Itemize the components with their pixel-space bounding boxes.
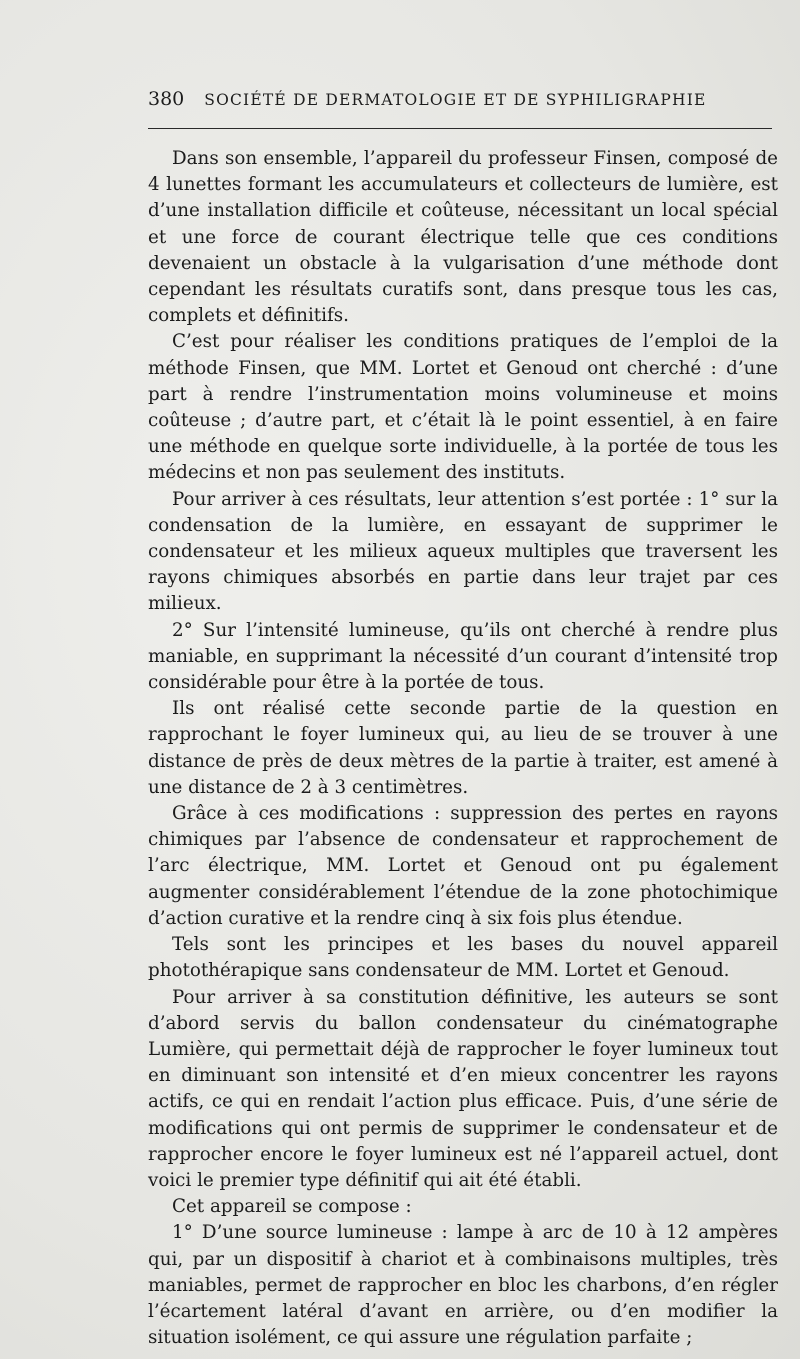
paragraph: Dans son ensemble, l’appareil du professeur Finsen, composé de 4 lunettes formant les accumulateurs et collecteurs de lumière, est d’une installation difficile et coûteuse, nécessitant un local spécial et une force de courant électrique telle que ces conditions devenaient un obstacle à la vulgarisation d’une méthode dont cependant les résultats curatifs sont, dans presque tous les cas, complets et définitifs. bbox=[148, 148, 778, 327]
paragraph: Tels sont les principes et les bases du nouvel appareil photothérapique sans condensateur de MM. Lortet et Genoud. bbox=[148, 934, 778, 982]
running-header bbox=[148, 88, 776, 110]
running-title: SOCIÉTÉ DE DERMATOLOGIE ET DE SYPHILIGRAPHIE bbox=[204, 91, 707, 109]
paragraph: Pour arriver à ces résultats, leur attention s’est portée : 1° sur la condensation de la lumière, en essayant de supprimer le condensateur et les milieux aqueux multiples que traversent les rayons chimiques absorbés en partie dans leur trajet par ces milieux. bbox=[148, 488, 778, 615]
paragraph: Pour arriver à sa constitution définitive, les auteurs se sont d’abord servis du ballon condensateur du cinématographe Lumière, qui permettait déjà de rapprocher le foyer lumineux tout en diminuant son intensité et d’en mieux concentrer les rayons actifs, ce qui en rendait l’action plus efficace. Puis, d’une série de modifications qui ont permis de supprimer le condensateur et de rapprocher encore le foyer lumineux est né l’appareil actuel, dont voici le premier type définitif qui ait été établi. bbox=[148, 986, 778, 1191]
paragraph: Grâce à ces modifications : suppression des pertes en rayons chimiques par l’absence de condensateur et rapprochement de l’arc électrique, MM. Lortet et Genoud ont pu également augmenter considérablement l’étendue de la zone photochimique d’action curative et la rendre cinq à six fois plus étendue. bbox=[148, 803, 778, 929]
header-rule bbox=[148, 128, 772, 129]
paragraph: 2° Sur l’intensité lumineuse, qu’ils ont cherché à rendre plus maniable, en supprimant la nécessité d’un courant d’intensité trop considérable pour être à la portée de tous. bbox=[148, 619, 778, 694]
body-text bbox=[148, 146, 778, 1351]
paragraph: Ils ont réalisé cette seconde partie de la question en rapprochant le foyer lumineux qui, au lieu de se trouver à une distance de près de deux mètres de la partie à traiter, est amené à une distance de 2 à 3 centimètres. bbox=[148, 698, 778, 798]
paragraph: Cet appareil se compose : bbox=[172, 1196, 412, 1218]
page-number: 380 bbox=[148, 88, 185, 110]
paragraph: 1° D’une source lumineuse : lampe à arc de 10 à 12 ampères qui, par un dispositif à chariot et à combinaisons multiples, très maniables, permet de rapprocher en bloc les charbons, d’en régler l’écartement latéral d’avant en arrière, ou d’en modifier la situation isolément, ce qui assure une régulation parfaite ; bbox=[148, 1222, 778, 1349]
paragraph: C’est pour réaliser les conditions pratiques de l’emploi de la méthode Finsen, que MM. Lortet et Genoud ont cherché : d’une part à rendre l’instrumentation moins volumineuse et moins coûteuse ; d’autre part, et c’était là le point essentiel, à en faire une méthode en quelque sorte individuelle, à la portée de tous les médecins et non pas seulement des instituts. bbox=[148, 331, 778, 484]
